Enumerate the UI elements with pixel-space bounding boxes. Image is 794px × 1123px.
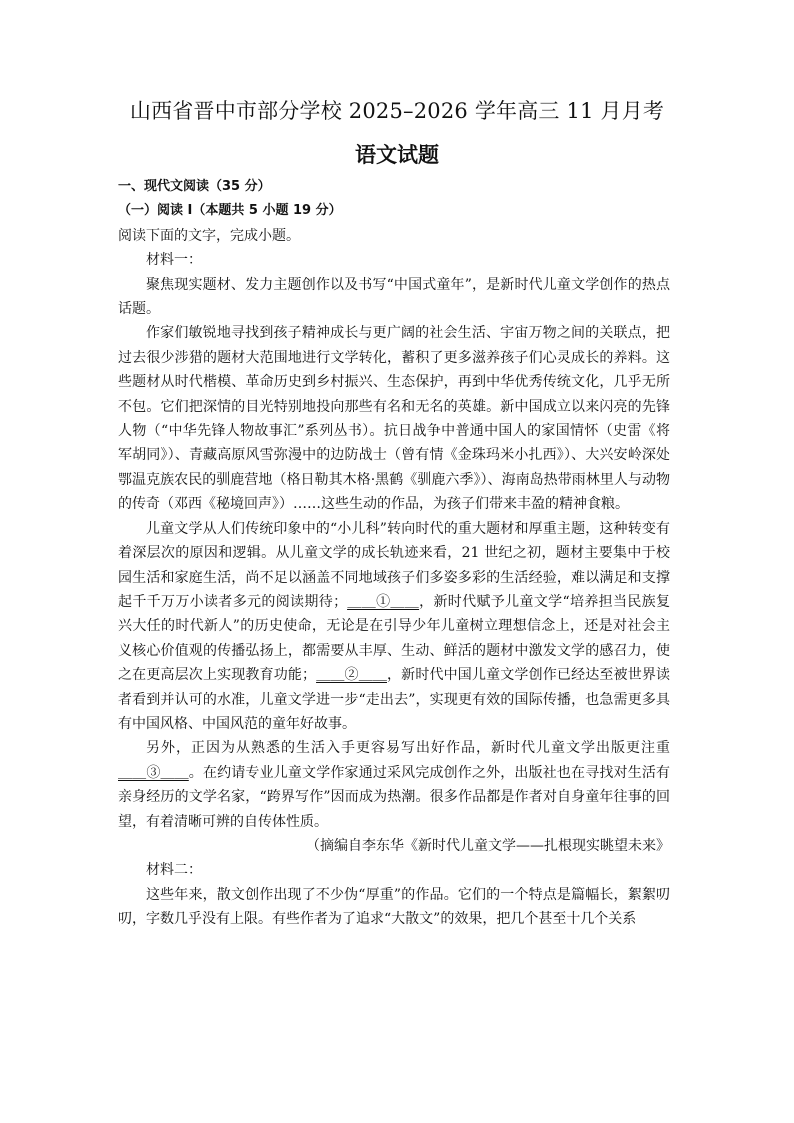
- fill-blank-2: ＿＿②＿＿: [316, 667, 388, 684]
- material1-paragraph-1: 聚焦现实题材、发力主题创作以及书写“中国式童年”，是新时代儿童文学创作的热点话题。: [118, 276, 670, 318]
- paragraph-3-part-c: ，新时代中国儿童文学创作已经达至被世界读者看到并认可的水准，儿童文学进一步“走出去”，实现更有效的国际传播，也急需更多具有中国风格、中国风范的童年好故事。: [118, 667, 671, 732]
- section-heading: 一、现代文阅读（35 分）: [118, 179, 271, 194]
- exam-title: 山西省晋中市部分学校 2025–2026 学年高三 11 月月考: [129, 99, 665, 123]
- material2-label: 材料二：: [146, 862, 202, 879]
- subsection-heading: （一）阅读 I（本题共 5 小题 19 分）: [118, 203, 342, 219]
- paragraph-3-part-b: ，新时代赋予儿童文学“培养担当民族复兴大任的时代新人”的历史使命，无论是在引导少年儿童树立理想信念上，还是对社会主义核心价值观的传播弘扬上，都需要从丰厚、生动、鲜活的题材中激发文学的感召力，使之在更高层次上实现教育功能；: [118, 593, 671, 684]
- material1-paragraph-3: [118, 517, 670, 737]
- content-body: [118, 175, 670, 932]
- material1-label: 材料一：: [146, 252, 202, 269]
- material2-paragraph-1: 这些年来，散文创作出现了不少伪“厚重”的作品。它们的一个特点是篇幅长，絮絮叨叨，字数几乎没有上限。有些作者为了追求“大散文”的效果，把几个甚至十几个关系: [118, 886, 670, 928]
- paragraph-3-part-a: 儿童文学从人们传统印象中的“小儿科”转向时代的重大题材和厚重主题，这种转变有着深层次的原因和逻辑。从儿童文学的成长轨迹来看，21 世纪之初，题材主要集中于校园生活和家庭生活，尚不足以涵盖不同地域孩子们多姿多彩的生活经验，难以满足和支撑起千千万万小读者多元的阅读期待；: [118, 520, 670, 610]
- material1-paragraph-4: [118, 736, 670, 834]
- fill-blank-3: ＿＿③＿＿: [118, 764, 189, 781]
- paragraph-4-part-b: 。在约请专业儿童文学作家通过采风完成创作之外，出版社也在寻找对生活有亲身经历的文学名家，“跨界写作”因而成为热潮。很多作品都是作者对自身童年往事的回望，有着清晰可辨的自传体性质。: [118, 764, 671, 830]
- subject-title: 语文试题: [355, 142, 439, 167]
- paragraph-4-part-a: 另外，正因为从熟悉的生活入手更容易写出好作品，新时代儿童文学出版更注重: [146, 740, 670, 757]
- material1-paragraph-2: 作家们敏锐地寻找到孩子精神成长与更广阔的社会生活、宇宙万物之间的关联点，把过去很少涉猎的题材大范围地进行文学转化，蓄积了更多滋养孩子们心灵成长的养料。这些题材从时代楷模、革命历史到乡村振兴、生态保护，再到中华优秀传统文化，几乎无所不包。它们把深情的目光特别地投向那些有名和无名的英雄。新中国成立以来闪亮的先锋人物（“中华先锋人物故事汇”系列丛书）。抗日战争中普通中国人的家国情怀（史雷《将军胡同》）、青藏高原风雪弥漫中的边防战士（曾有情《金珠玛米小扎西》）、大兴安岭深处鄂温克族农民的驯鹿营地（格日勒其木格·黑鹤《驯鹿六季》）、海南岛热带雨林里人与动物的传奇（邓西《秘境回声》）……这些生动的作品，为孩子们带来丰盈的精神食粮。: [118, 325, 670, 513]
- instruction-text: 阅读下面的文字，完成小题。: [118, 227, 300, 244]
- fill-blank-1: ＿＿①＿＿: [347, 593, 420, 610]
- material1-source: （摘编自李东华《新时代儿童文学——扎根现实眺望未来》: [306, 837, 670, 854]
